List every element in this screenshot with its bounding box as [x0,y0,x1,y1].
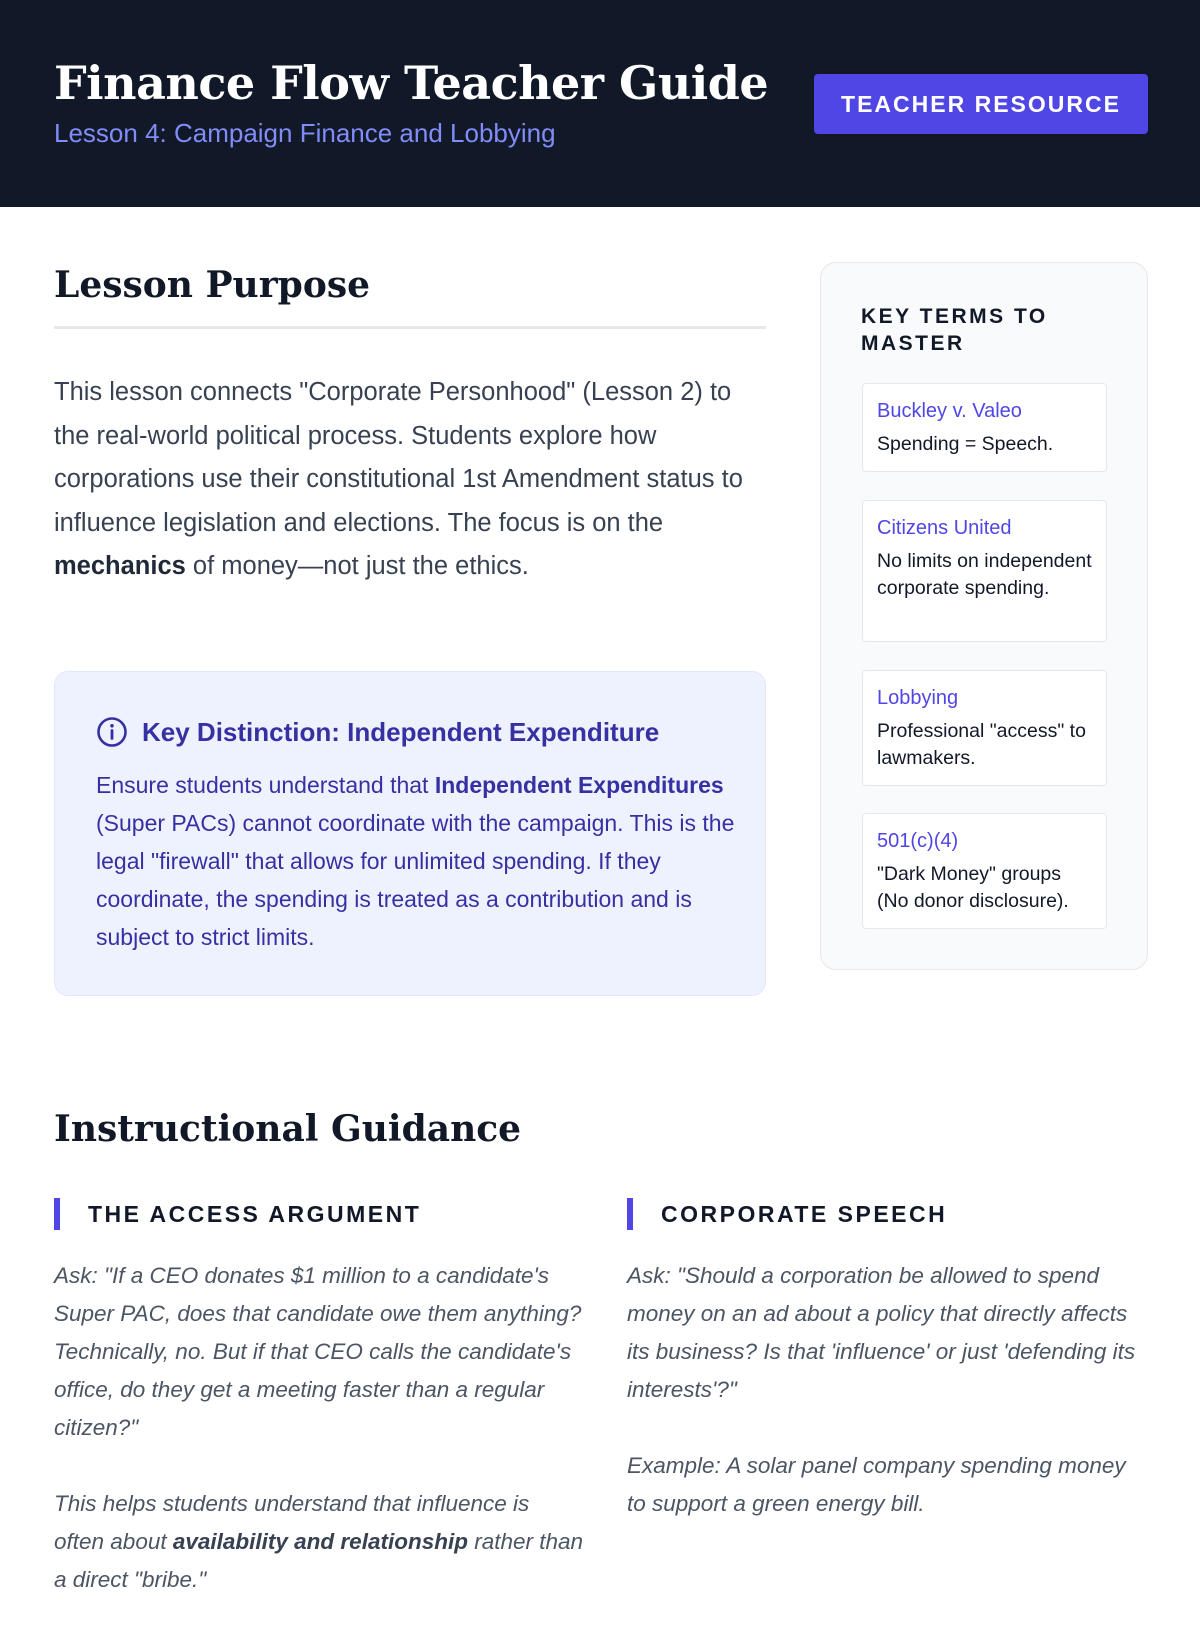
page-header [0,0,1200,207]
term-card [862,500,1107,642]
purpose-text-part: This lesson connects "Corporate Personhood" (Lesson 2) to the real-world political process. Students explore how corporations use their constitutional 1st Amendment status to influence legislation and elections. The focus is on the [54,378,743,537]
term-definition: Spending = Speech. [877,433,1054,455]
lesson-purpose-text [54,371,770,589]
access-argument-heading: THE ACCESS ARGUMENT [54,1198,421,1230]
guidance-paragraph [54,1485,584,1599]
term-definition: No limits on independent corporate spending. [877,550,1092,599]
term-card [862,670,1107,786]
callout-text-part: (Super PACs) cannot coordinate with the campaign. This is the legal "firewall" that allows for unlimited spending. If they coordinate, the spending is treated as a contribution and is subject to strict limits. [96,810,735,950]
term-card [862,383,1107,472]
guidance-text-part: This helps students understand that influence is often about [54,1491,530,1554]
access-argument-text [54,1257,584,1637]
callout-text-part: Ensure students understand that [96,772,435,798]
callout-text [96,766,736,956]
corporate-speech-heading: CORPORATE SPEECH [627,1198,947,1230]
callout-title: Key Distinction: Independent Expenditure [142,716,660,747]
guidance-text-part: rather than a direct "bribe." [54,1529,584,1592]
term-definition: "Dark Money" groups (No donor disclosure). [877,863,1069,912]
callout-header [96,716,659,748]
key-terms-panel [820,262,1148,970]
term-name: Buckley v. Valeo [877,400,1022,422]
purpose-text-emphasis: mechanics [54,552,186,580]
term-name: 501(c)(4) [877,830,959,852]
guidance-paragraph: Ask: "Should a corporation be allowed to spend money on an ad about a policy that directly affects its business? Is that 'influence' or just 'defending its interests'?" [627,1263,1136,1402]
corporate-speech-text [627,1257,1147,1561]
heading-divider [54,326,766,329]
callout-text-emphasis: Independent Expenditures [434,772,724,798]
term-name: Citizens United [877,517,1012,539]
key-distinction-callout [54,671,766,996]
instructional-guidance-heading: Instructional Guidance [54,1108,522,1150]
guidance-paragraph: Example: A solar panel company spending money to support a green energy bill. [627,1453,1126,1516]
key-terms-heading: KEY TERMS TO MASTER [861,305,1048,355]
guidance-text-emphasis: availability and relationship [172,1529,468,1554]
info-icon [96,716,128,748]
lesson-subtitle: Lesson 4: Campaign Finance and Lobbying [54,118,556,148]
lesson-purpose-heading: Lesson Purpose [54,264,371,306]
guidance-paragraph: Ask: "If a CEO donates $1 million to a candidate's Super PAC, does that candidate owe them anything? Technically, no. But if that CEO calls the candidate's office, do they get a meeting faster than a regular citizen?" [54,1263,582,1440]
term-card [862,813,1107,929]
page-title: Finance Flow Teacher Guide [54,56,769,110]
teacher-resource-badge: TEACHER RESOURCE [814,74,1148,134]
term-name: Lobbying [877,687,959,709]
term-definition: Professional "access" to lawmakers. [877,720,1086,769]
purpose-text-part: of money—not just the ethics. [185,552,529,580]
